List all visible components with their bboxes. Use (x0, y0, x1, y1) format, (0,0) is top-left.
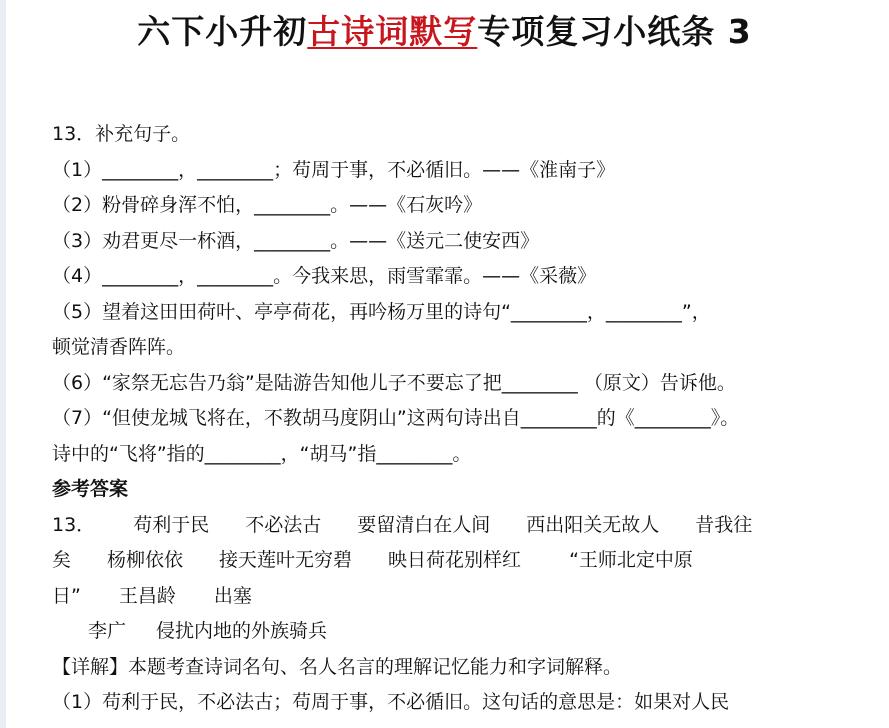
question-item-2: （2）粉骨碎身浑不怕，________。——《石灰吟》 (52, 194, 483, 216)
question-item-5: （5）望着这田田荷叶、亭亭荷花，再吟杨万里的诗句“________，________”， (52, 300, 711, 323)
page-title (0, 6, 889, 58)
page-edge (0, 0, 6, 728)
answer-4: 西出阳关无故人 (526, 513, 660, 536)
answer-line-3 (52, 579, 882, 615)
answer-2: 不必法古 (245, 513, 322, 536)
answer-1: 苟利于民 (133, 513, 210, 536)
answer-10: 王昌龄 (118, 584, 176, 607)
question-item-4: （4）________，________。今我来思，雨雪霏霏。——《采薇》 (52, 265, 597, 287)
answer-3: 要留清白在人间 (357, 513, 491, 536)
answer-9-start: “王师北定中原 (569, 549, 693, 571)
title-suffix: 专项复习小纸条 3 (477, 12, 752, 51)
answer-number: 13． (52, 513, 96, 536)
answer-9-end: 日” (52, 584, 81, 607)
answer-8: 映日荷花别样红 (388, 549, 522, 571)
question-item-7-continued: 诗中的“飞将”指的________，“胡马”指________。 (52, 442, 472, 465)
answer-11: 出塞 (213, 584, 252, 607)
explanation-label: 【详解】本题考查诗词名句、名人名言的理解记忆能力和字词解释。 (52, 655, 623, 678)
answer-6: 杨柳依依 (107, 549, 184, 571)
question-item-5-continued: 顿觉清香阵阵。 (52, 336, 186, 358)
answer-5-start: 昔我往 (695, 513, 753, 536)
question-item-7: （7）“但使龙城飞将在，不教胡马度阴山”这两句诗出自________的《________》。 (52, 407, 740, 429)
explanation-line-1: （1）苟利于民，不必法古；苟周于事，不必循旧。这句话的意思是：如果对人民 (52, 691, 730, 713)
question-item-1: （1）________，________；苟周于事，不必循旧。——《淮南子》 (52, 158, 616, 181)
answer-line-4 (52, 614, 882, 650)
answers-heading: 参考答案 (52, 478, 129, 500)
title-highlight: 古诗词默写 (307, 12, 478, 51)
answer-12: 李广 (88, 620, 127, 642)
answer-13: 侵扰内地的外族骑兵 (156, 620, 328, 642)
answer-line-2 (52, 543, 882, 579)
answer-5-end: 矣 (52, 549, 72, 571)
answer-line-1 (52, 508, 882, 544)
question-item-6: （6）“家祭无忘告乃翁”是陆游告知他儿子不要忘了把________ （原文）告诉他。 (52, 371, 736, 394)
document-body (52, 117, 882, 721)
question-item-3: （3）劝君更尽一杯酒，________。——《送元二使安西》 (52, 229, 540, 252)
question-heading: 13．补充句子。 (52, 123, 191, 145)
answer-7: 接天莲叶无穷碧 (219, 549, 353, 571)
title-prefix: 六下小升初 (137, 12, 308, 51)
